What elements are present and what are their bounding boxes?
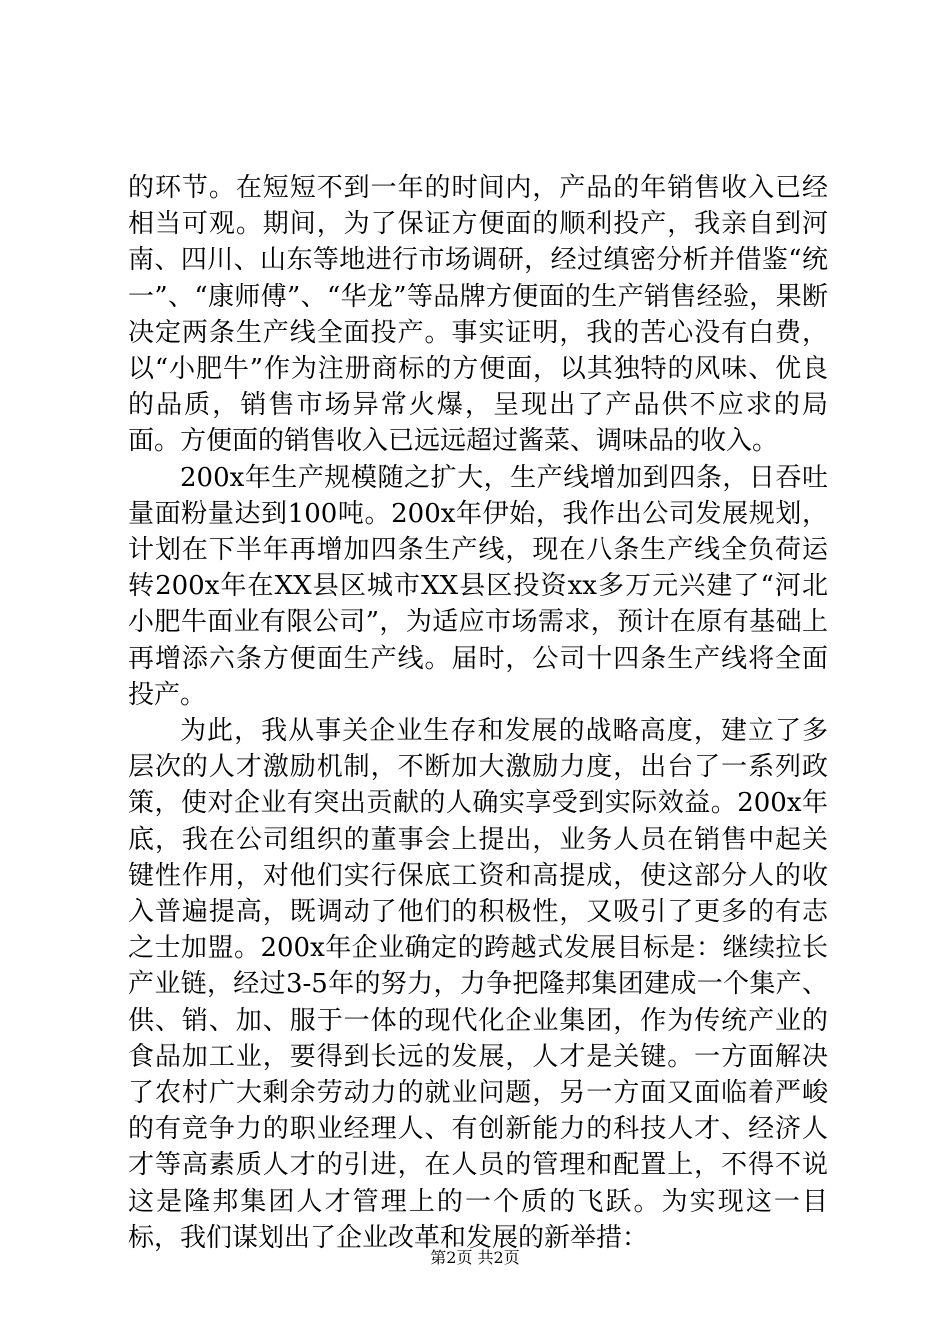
paragraph-2: 200x年生产规模随之扩大，生产线增加到四条，日吞吐量面粉量达到100吨。200x年伊始，我作出公司发展规划，计划在下半年再增加四条生产线，现在八条生产线全负荷运转200x年在XX县区城市XX县区投资xx多万元兴建了“河北小肥牛面业有限公司”，为适应市场需求，预计在原有基础上再增添六条方便面生产线。届时，公司十四条生产线将全面投产。 [128,462,828,710]
paragraph-3: 为此，我从事关企业生存和发展的战略高度，建立了多层次的人才激励机制，不断加大激励力度，出台了一系列政策，使对企业有突出贡献的人确实享受到实际效益。200x年底，我在公司组织的董事会上提出，业务人员在销售中起关键性作用，对他们实行保底工资和高提成，使这部分人的收入普遍提高，既调动了他们的积极性，又吸引了更多的有志之士加盟。200x年企业确定的跨越式发展目标是：继续拉长产业链，经过3-5年的努力，力争把隆邦集团建成一个集产、供、销、加、服于一体的现代化企业集团，作为传统产业的食品加工业，要得到长远的发展，人才是关键。一方面解决了农村广大剩余劳动力的就业问题，另一方面又面临着严峻的有竞争力的职业经理人、有创新能力的科技人才、经济人才等高素质人才的引进，在人员的管理和配置上，不得不说这是隆邦集团人才管理上的一个质的飞跃。为实现这一目标，我们谋划出了企业改革和发展的新举措： [128,716,828,1253]
paragraph-1: 的环节。在短短不到一年的时间内，产品的年销售收入已经相当可观。期间，为了保证方便面的顺利投产，我亲自到河南、四川、山东等地进行市场调研，经过缜密分析并借鉴“统一”、“康师傅”、“华龙”等品牌方便面的生产销售经验，果断决定两条生产线全面投产。事实证明，我的苦心没有白费，以“小肥牛”作为注册商标的方便面，以其独特的风味、优良的品质，销售市场异常火爆，呈现出了产品供不应求的局面。方便面的销售收入已远远超过酱菜、调味品的收入。 [128,173,828,457]
page-number-footer: 第2页 共2页 [430,1248,520,1267]
document-body [128,170,828,1256]
